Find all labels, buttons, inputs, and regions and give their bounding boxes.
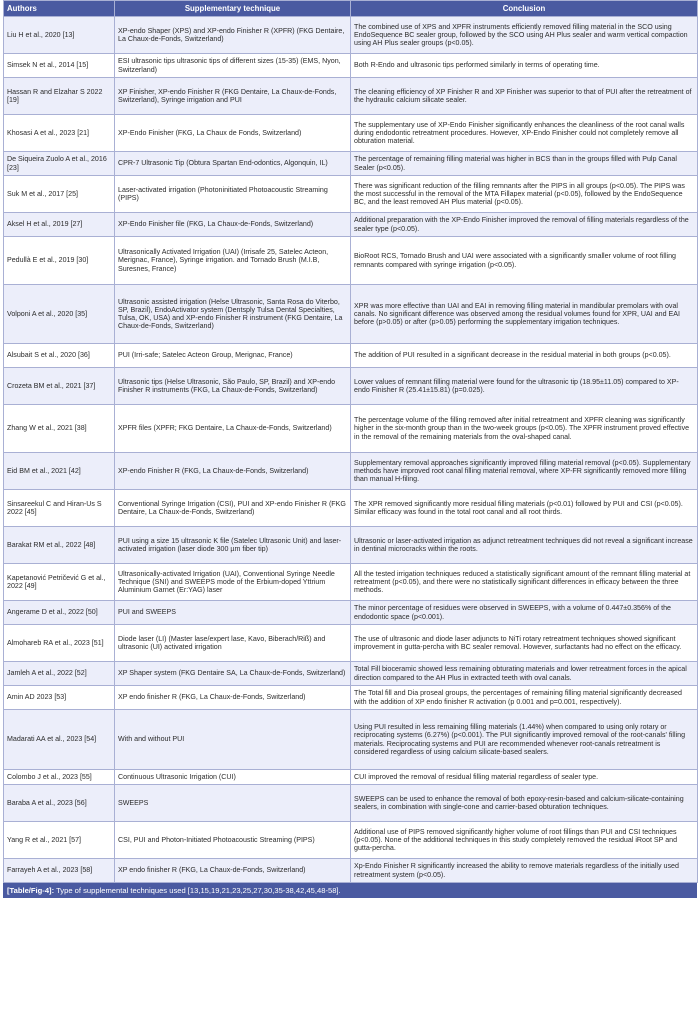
cell-authors: Angerame D et al., 2022 [50] (4, 601, 115, 625)
table-row (4, 601, 698, 625)
cell-conclusion: The percentage of remaining filling material was higher in BCS than in the groups filled with Pulp Canal Sealer (p<0.05). (351, 152, 698, 176)
table-caption (3, 883, 697, 898)
cell-authors: Liu H et al., 2020 [13] (4, 17, 115, 54)
table-figure (3, 0, 697, 898)
cell-authors: Volponi A et al., 2020 [35] (4, 285, 115, 344)
cell-authors: Kapetanović Petričević G et al., 2022 [49] (4, 564, 115, 601)
cell-authors: Simsek N et al., 2014 [15] (4, 54, 115, 78)
table-row (4, 564, 698, 601)
table-row (4, 213, 698, 237)
cell-authors: Baraba A et al., 2023 [56] (4, 785, 115, 822)
header-authors: Authors (4, 1, 115, 17)
cell-conclusion: CUI improved the removal of residual filling material regardless of sealer type. (351, 770, 698, 785)
table-row (4, 822, 698, 859)
table-header-row (4, 1, 698, 17)
cell-conclusion: The XPR removed significantly more residual filling materials (p<0.01) followed by PUI and CSI (p<0.05). Similar efficacy was found in the total root canal and all root thirds. (351, 490, 698, 527)
cell-technique: XPFR files (XPFR; FKG Dentaire, La Chaux-de-Fonds, Switzerland) (115, 405, 351, 453)
cell-conclusion: Using PUI resulted in less remaining filling materials (1.44%) when compared to using only rotary or reciprocating systems (6.27%) (p<0.001). The PUI significantly improved removal of the root-canals' filling materials. Reciprocating systems and PUI are recommended whenever root-canals retreatment is considered regardless of using calcium silicate-based sealers. (351, 710, 698, 770)
cell-conclusion: Xp-Endo Finisher R significantly increased the ability to remove materials regardless of the initially used retreatment system (p<0.05). (351, 859, 698, 883)
cell-conclusion: The percentage volume of the filling removed after initial retreatment and XPFR cleaning was significantly higher in the six-month group than in the two-week groups (p<0.05). The XPFR instrument proved effective in the removal of the remaining materials from the oval-shaped canal. (351, 405, 698, 453)
cell-conclusion: All the tested irrigation techniques reduced a statistically significant amount of the remnant filling material at retreatment (p<0.05), and there were no statistically significant differences in efficacy between the three methods. (351, 564, 698, 601)
cell-authors: Yang R et al., 2021 [57] (4, 822, 115, 859)
cell-authors: Colombo J et al., 2023 [55] (4, 770, 115, 785)
cell-conclusion: The supplementary use of XP-Endo Finisher significantly enhances the cleanliness of the root canal walls during endodontic retreatment procedures. However, XP-Endo Finisher could not completely remove all obturation material. (351, 115, 698, 152)
cell-technique: Ultrasonic assisted irrigation (Helse Ultrasonic, Santa Rosa do Viterbo, SP, Brazil), EndoActivator system (Dentsply Tulsa Dental Specialties, Tulsa, OK, USA) and XP-endo Finisher R instrument (FKG Dentaire, La Chaux-de-Fonds, Switzerland) (115, 285, 351, 344)
cell-technique: XP endo finisher R (FKG, La Chaux-de-Fonds, Switzerland) (115, 686, 351, 710)
table-row (4, 115, 698, 152)
cell-authors: Eid BM et al., 2021 [42] (4, 453, 115, 490)
cell-authors: Alsubait S et al., 2020 [36] (4, 344, 115, 368)
table-row (4, 625, 698, 662)
cell-technique: PUI using a size 15 ultrasonic K file (Satelec Ultrasonic Unit) and laser-activated irrigation (laser diode 300 µm fiber tip) (115, 527, 351, 564)
cell-authors: Sinsareekul C and Hiran-Us S 2022 [45] (4, 490, 115, 527)
cell-technique: ESI ultrasonic tips ultrasonic tips of different sizes (15-35) (EMS, Nyon, Switzerland) (115, 54, 351, 78)
cell-conclusion: Total Fill bioceramic showed less remaining obturating materials and lower retreatment forces in the apical direction compared to the AH Plus in extracted teeth with oval canals. (351, 662, 698, 686)
table-body (4, 17, 698, 883)
cell-conclusion: The minor percentage of residues were observed in SWEEPS, with a volume of 0.447±0.356% of the endodontic space (p<0.001). (351, 601, 698, 625)
cell-authors: Hassan R and Elzahar S 2022 [19] (4, 78, 115, 115)
supplemental-techniques-table (3, 0, 698, 883)
table-row (4, 710, 698, 770)
cell-technique: XP Shaper system (FKG Dentaire SA, La Chaux-de-Fonds, Switzerland) (115, 662, 351, 686)
cell-conclusion: XPR was more effective than UAI and EAI in removing filling material in mandibular premolars with oval canals. No significant difference was observed among the residual volumes found for XPR, UAI and EAI before (p>0.05) or after (p>0.05) performing the supplementary irrigation techniques. (351, 285, 698, 344)
cell-conclusion: SWEEPS can be used to enhance the removal of both epoxy-resin-based and calcium-silicate-containing sealers, in combination with single-cone and carrier-based obturation techniques. (351, 785, 698, 822)
cell-authors: Almohareb RA et al., 2023 [51] (4, 625, 115, 662)
cell-authors: Khosasi A et al., 2023 [21] (4, 115, 115, 152)
cell-conclusion: There was significant reduction of the filling remnants after the PIPS in all groups (p<0.05). The PIPS was the most successful in the removal of the MTA Fillapex material (p<0.05), followed by the EndoSequence BC, and the least removed AH Plus material (p<0.05). (351, 176, 698, 213)
cell-technique: XP-endo Finisher R (FKG, La Chaux-de-Fonds, Switzerland) (115, 453, 351, 490)
cell-technique: XP-Endo Finisher file (FKG, La Chaux-de-Fonds, Switzerland) (115, 213, 351, 237)
table-row (4, 770, 698, 785)
table-row (4, 785, 698, 822)
cell-authors: Farrayeh A et al., 2023 [58] (4, 859, 115, 883)
cell-conclusion: The Total fill and Dia proseal groups, the percentages of remaining filling material significantly decreased with the addition of XP endo finisher R activation (p 0.001 and p=0.001, respectively). (351, 686, 698, 710)
header-technique: Supplementary technique (115, 1, 351, 17)
cell-technique: Laser-activated irrigation (Photoninitiated Photoacoustic Streaming (PIPS) (115, 176, 351, 213)
table-row (4, 54, 698, 78)
table-row (4, 17, 698, 54)
cell-authors: Barakat RM et al., 2022 [48] (4, 527, 115, 564)
cell-conclusion: The combined use of XPS and XPFR instruments efficiently removed filling material in the SCO using EndoSequence BC sealer group, followed by the SCO using AH Plus sealer and warm vertical compaction using AH Plus sealer groups (p<0.05). (351, 17, 698, 54)
cell-technique: XP Finisher, XP-endo Finisher R (FKG Dentaire, La Chaux-de-Fonds, Switzerland), Syringe irrigation and PUI (115, 78, 351, 115)
table-row (4, 859, 698, 883)
cell-technique: Diode laser (LI) (Master lase/expert lase, Kavo, Biberach/Riß) and ultrasonic (UI) activated irrigation (115, 625, 351, 662)
cell-authors: Amin AD 2023 [53] (4, 686, 115, 710)
cell-technique: Continuous Ultrasonic Irrigation (CUI) (115, 770, 351, 785)
table-row (4, 344, 698, 368)
cell-authors: Suk M et al., 2017 [25] (4, 176, 115, 213)
cell-technique: SWEEPS (115, 785, 351, 822)
table-row (4, 490, 698, 527)
cell-conclusion: Supplementary removal approaches significantly improved filling material removal (p<0.05). Supplementary methods have improved root canal filling material removal, where XP-FR significantly removed more filling than manual H-filing. (351, 453, 698, 490)
cell-technique: XP endo finisher R (FKG, La Chaux-de-Fonds, Switzerland) (115, 859, 351, 883)
table-row (4, 285, 698, 344)
cell-technique: Conventional Syringe Irrigation (CSI), PUI and XP-endo Finisher R (FKG Dentaire, La Chaux-de-Fonds, Switzerland) (115, 490, 351, 527)
header-conclusion: Conclusion (351, 1, 698, 17)
cell-authors: Madarati AA et al., 2023 [54] (4, 710, 115, 770)
caption-label: [Table/Fig-4]: (7, 886, 55, 895)
table-row (4, 78, 698, 115)
cell-authors: Pedullà E et al., 2019 [30] (4, 237, 115, 285)
table-row (4, 453, 698, 490)
cell-authors: De Siqueira Zuolo A et al., 2016 [23] (4, 152, 115, 176)
cell-technique: XP-endo Shaper (XPS) and XP-endo Finisher R (XPFR) (FKG Dentaire, La Chaux-de-Fonds, Switzerland) (115, 17, 351, 54)
table-row (4, 527, 698, 564)
cell-conclusion: The cleaning efficiency of XP Finisher R and XP Finisher was superior to that of PUI after the retreatment of the hydraulic calcium silicate sealer. (351, 78, 698, 115)
cell-technique: CPR-7 Ultrasonic Tip (Obtura Spartan End-odontics, Algonquin, IL) (115, 152, 351, 176)
cell-technique: PUI and SWEEPS (115, 601, 351, 625)
cell-authors: Crozeta BM et al., 2021 [37] (4, 368, 115, 405)
table-row (4, 176, 698, 213)
cell-authors: Zhang W et al., 2021 [38] (4, 405, 115, 453)
cell-conclusion: The addition of PUI resulted in a significant decrease in the residual material in both groups (p<0.05). (351, 344, 698, 368)
cell-conclusion: Additional use of PIPS removed significantly higher volume of root fillings than PUI and CSI techniques (p<0.05). None of the additional techniques in this study completely removed the residual iRoot SP and gutta-percha. (351, 822, 698, 859)
cell-technique: Ultrasonically Activated Irrigation (UAI) (Irrisafe 25, Satelec Acteon, Merignac, France), Syringe irrigation. and Tornado Brush (M.I.B, Suresnes, France) (115, 237, 351, 285)
table-row (4, 662, 698, 686)
cell-conclusion: Both R-Endo and ultrasonic tips performed similarly in terms of operating time. (351, 54, 698, 78)
cell-technique: PUI (Irri-safe; Satelec Acteon Group, Merignac, France) (115, 344, 351, 368)
table-row (4, 405, 698, 453)
cell-technique: CSI, PUI and Photon-Initiated Photoacoustic Streaming (PIPS) (115, 822, 351, 859)
cell-technique: Ultrasonic tips (Helse Ultrasonic, São Paulo, SP, Brazil) and XP-endo Finisher R instruments (FKG, La Chaux-de-Fonds, Switzerland) (115, 368, 351, 405)
cell-conclusion: Ultrasonic or laser-activated irrigation as adjunct retreatment techniques did not reveal a significant increase in dentinal microcracks within the roots. (351, 527, 698, 564)
cell-technique: With and without PUI (115, 710, 351, 770)
cell-technique: Ultrasonically-activated Irrigation (UAI), Conventional Syringe Needle Technique (SNI) and SWEEPS mode of the Erbium-doped Yttrium Aluminium Garnet (Er:YAG) laser (115, 564, 351, 601)
table-row (4, 237, 698, 285)
cell-conclusion: Lower values of remnant filling material were found for the ultrasonic tip (18.95±11.05) compared to XP-endo Finisher R (25.41±15.81) (p=0.025). (351, 368, 698, 405)
table-row (4, 368, 698, 405)
cell-conclusion: The use of ultrasonic and diode laser adjuncts to NiTi rotary retreatment techniques showed significant improvement in gutta-percha with BC sealer removal. However, surfactants had no effect on the efficacy. (351, 625, 698, 662)
cell-conclusion: Additional preparation with the XP-Endo Finisher improved the removal of filling materials regardless of the sealer type (p<0.05). (351, 213, 698, 237)
cell-technique: XP-Endo Finisher (FKG, La Chaux de Fonds, Switzerland) (115, 115, 351, 152)
table-row (4, 152, 698, 176)
caption-text: Type of supplemental techniques used [13,15,19,21,23,25,27,30,35-38,42,45,48-58]. (54, 886, 341, 895)
cell-authors: Aksel H et al., 2019 [27] (4, 213, 115, 237)
table-row (4, 686, 698, 710)
cell-conclusion: BioRoot RCS, Tornado Brush and UAI were associated with a significantly smaller volume of root filling remnants compared with syringe irrigation (p<0.05). (351, 237, 698, 285)
cell-authors: Jamleh A et al., 2022 [52] (4, 662, 115, 686)
